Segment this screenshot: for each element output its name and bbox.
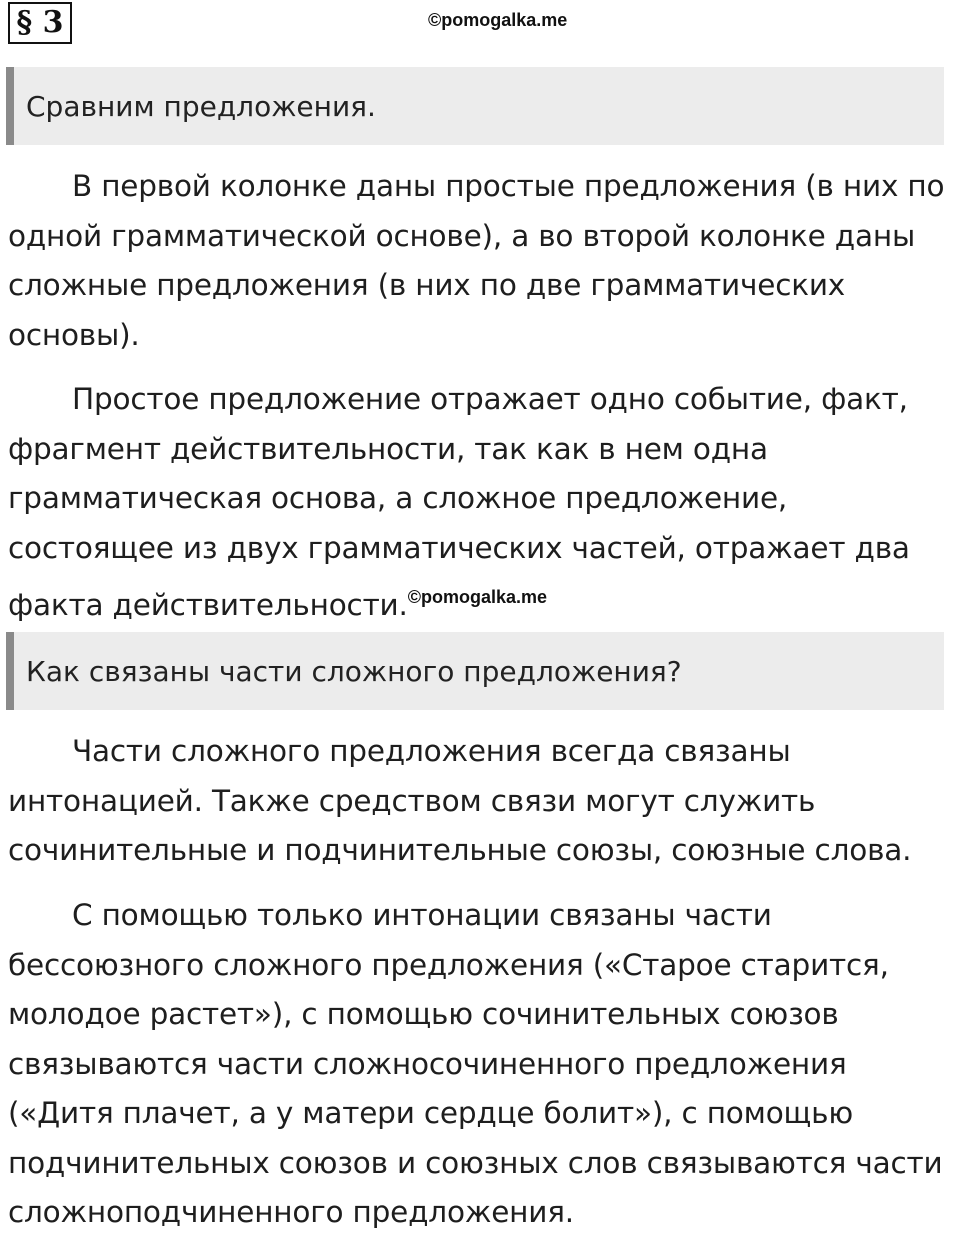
- watermark-top: ©pomogalka.me: [428, 10, 568, 30]
- section-heading-text: Как связаны части сложного предложения?: [26, 654, 682, 688]
- section-number-badge: § 3: [8, 2, 72, 44]
- paragraph-connection-means: Части сложного предложения всегда связаны интонацией. Также средством связи могут служить сочинительные и подчинительные союзы, союзные слова.: [8, 734, 912, 867]
- paragraph-simple-vs-complex: [8, 375, 958, 631]
- paragraph-connection-examples: С помощью только интонации связаны части бессоюзного сложного предложения («Старое старится, молодое растет»), с помощью сочинительных союзов связываются части сложносочиненного предложения («Дитя плачет, а у матери сердце болит»), с помощью подчинительных союзов и союзных слов связываются части сложноподчиненного предложения.: [8, 898, 943, 1229]
- section-heading-text: Сравним предложения.: [26, 89, 376, 123]
- section-heading-compare: [6, 67, 944, 145]
- section-heading-connection: [6, 632, 944, 710]
- watermark-inline: ©pomogalka.me: [407, 587, 548, 607]
- paragraph-text: Простое предложение отражает одно событие, факт, фрагмент действительности, так как в нем одна грамматическая основа, а сложное предложение, состоящее из двух грамматических частей, отражает два факта действительности.: [8, 382, 910, 622]
- paragraph-columns-explanation: В первой колонке даны простые предложения (в них по одной грамматической основе), а во второй колонке даны сложные предложения (в них по две грамматических основы).: [8, 169, 945, 352]
